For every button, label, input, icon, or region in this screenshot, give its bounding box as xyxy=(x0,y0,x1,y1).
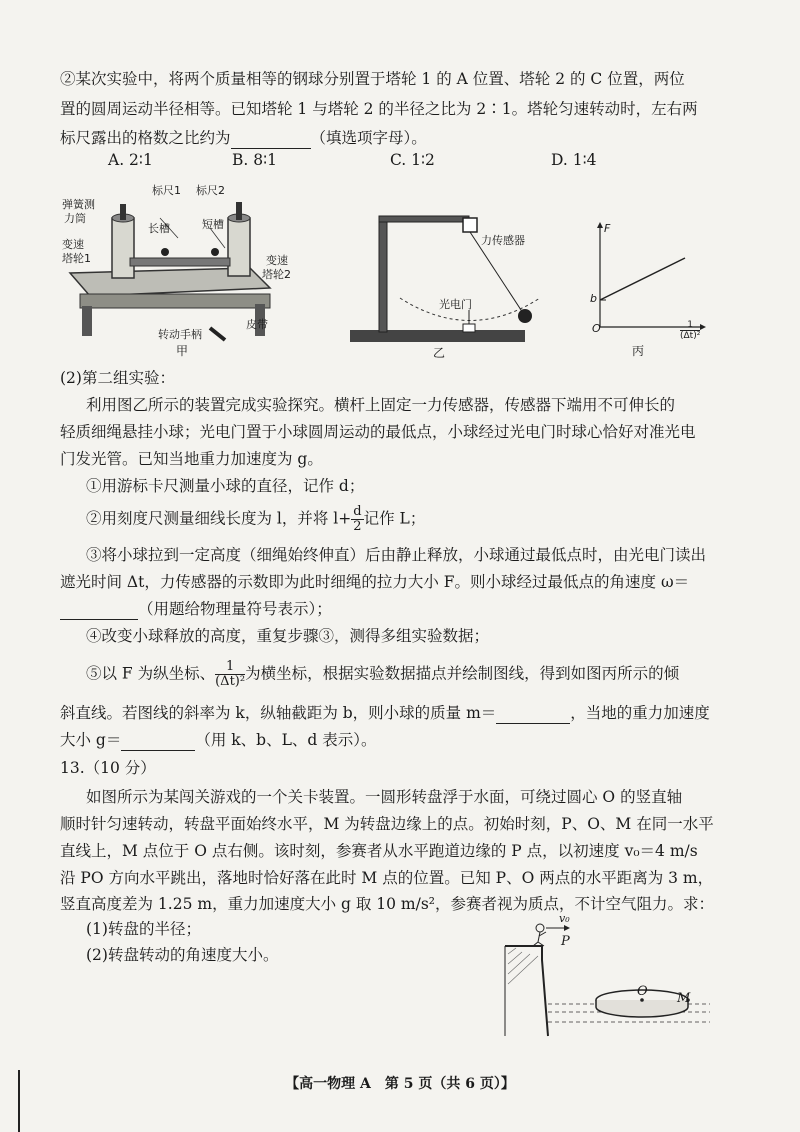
step3-line1: ③将小球拉到一定高度（细绳始终伸直）后由静止释放，小球通过最低点时，由光电门读出 xyxy=(86,546,707,564)
q13-p2: 顺时针匀速转动，转盘平面始终水平，M 为转盘边缘上的点。初始时刻，P、O、M 在同一水平 xyxy=(60,815,714,833)
label-scale2: 标尺2 xyxy=(196,184,225,197)
label-belt: 皮带 xyxy=(246,318,268,331)
caption-bing: 丙 xyxy=(632,344,645,358)
q2-line3: 标尺露出的格数之比约为 （填选项字母）。 xyxy=(60,129,427,147)
label-O-q13: O xyxy=(637,984,648,999)
q13-p1: 如图所示为某闯关游戏的一个关卡装置。一圆形转盘浮于水面，可绕过圆心 O 的竖直轴 xyxy=(86,788,683,806)
q13-head: 13.（10 分） xyxy=(60,759,156,777)
label-long-slot: 长槽 xyxy=(148,222,170,235)
label-x-axis: 1 (Δt)² xyxy=(680,320,701,341)
option-d: D. 1∶4 xyxy=(551,151,597,169)
label-M: M xyxy=(677,991,691,1006)
label-scale1: 标尺1 xyxy=(152,184,181,197)
label-wheel2b: 塔轮2 xyxy=(262,268,291,281)
step2: ②用刻度尺测量细线长度为 l，并将 l+ $\frac{d}{2}$ 记作 L； xyxy=(86,504,426,534)
label-wheel2a: 变速 xyxy=(266,254,288,267)
figure-q13 xyxy=(500,912,710,1040)
answer-blank[interactable] xyxy=(231,132,311,149)
answer-blank-g[interactable] xyxy=(121,734,195,751)
q13-ask2: (2)转盘转动的角速度大小。 xyxy=(86,946,279,964)
q13-p4: 沿 PO 方向水平跳出，落地时恰好落在此时 M 点的位置。已知 P、O 两点的水平距离为 3 m， xyxy=(60,869,714,887)
step3-line2: 遮光时间 Δt，力传感器的示数即为此时细绳的拉力大小 F。则小球经过最低点的角速度 ω＝ xyxy=(60,573,690,591)
label-wheel1b: 塔轮1 xyxy=(62,252,91,265)
q13-p3: 直线上，M 点位于 O 点右侧。该时刻，参赛者从水平跑道边缘的 P 点，以初速度 v₀＝4 m/s xyxy=(60,842,698,860)
label-short-slot: 短槽 xyxy=(202,218,224,231)
label-b: b xyxy=(590,292,597,305)
group2-p3: 门发光管。已知当地重力加速度为 g。 xyxy=(60,450,323,468)
step4: ④改变小球释放的高度，重复步骤③，测得多组实验数据； xyxy=(86,627,490,645)
q2-line2: 置的圆周运动半径相等。已知塔轮 1 与塔轮 2 的半径之比为 2∶1。塔轮匀速转动时，左右两 xyxy=(60,100,698,118)
step5-line3: 大小 g＝ （用 k、b、L、d 表示）。 xyxy=(60,731,377,749)
step5-line2: 斜直线。若图线的斜率为 k，纵轴截距为 b，则小球的质量 m＝ ，当地的重力加速度 xyxy=(60,704,710,722)
option-c: C. 1∶2 xyxy=(390,151,435,169)
label-F: F xyxy=(604,222,611,235)
label-sensor: 力传感器 xyxy=(481,234,525,247)
label-O: O xyxy=(592,322,601,335)
group2-p1: 利用图乙所示的装置完成实验探究。横杆上固定一力传感器，传感器下端用不可伸长的 xyxy=(86,396,676,414)
step1: ①用游标卡尺测量小球的直径，记作 d； xyxy=(86,477,365,495)
answer-blank-m[interactable] xyxy=(496,707,570,724)
label-gate: 光电门 xyxy=(439,298,472,311)
label-handle: 转动手柄 xyxy=(158,328,202,341)
label-spring: 弹簧测 xyxy=(62,198,95,211)
step3-line3: （用题给物理量符号表示）； xyxy=(60,598,750,620)
label-v0: v₀ xyxy=(559,912,570,925)
q13-ask1: (1)转盘的半径； xyxy=(86,920,201,938)
option-b: B. 8∶1 xyxy=(232,151,278,169)
q13-p5: 竖直高度差为 1.25 m，重力加速度大小 g 取 10 m/s²，参赛者视为质点，不计空气阻力。求： xyxy=(60,895,715,913)
group2-p2: 轻质细绳悬挂小球；光电门置于小球圆周运动的最低点，小球经过光电门时球心恰好对准光电 xyxy=(60,423,696,441)
q2-line1: ②某次实验中，将两个质量相等的钢球分别置于塔轮 1 的 A 位置、塔轮 2 的 C 位置，两位 xyxy=(60,70,685,88)
option-a: A. 2∶1 xyxy=(108,151,153,169)
page-footer: 【高一物理 A 第 5 页（共 6 页）】 xyxy=(285,1076,515,1092)
label-spring2: 力筒 xyxy=(64,212,86,225)
bing-fit-line xyxy=(600,258,685,300)
answer-blank-omega[interactable] xyxy=(60,603,138,620)
label-P: P xyxy=(561,934,570,949)
figure-yi xyxy=(345,208,545,358)
step5-line1: ⑤以 F 为纵坐标、 $\frac{1}{\text{(Δt)²}}$ 为横坐标，根据实验数据描点并绘制图线，得到如图丙所示的倾 xyxy=(86,659,680,689)
label-wheel1a: 变速 xyxy=(62,238,84,251)
caption-yi: 乙 xyxy=(433,346,446,360)
caption-jia: 甲 xyxy=(176,344,189,358)
group2-title: (2)第二组实验： xyxy=(60,369,175,387)
